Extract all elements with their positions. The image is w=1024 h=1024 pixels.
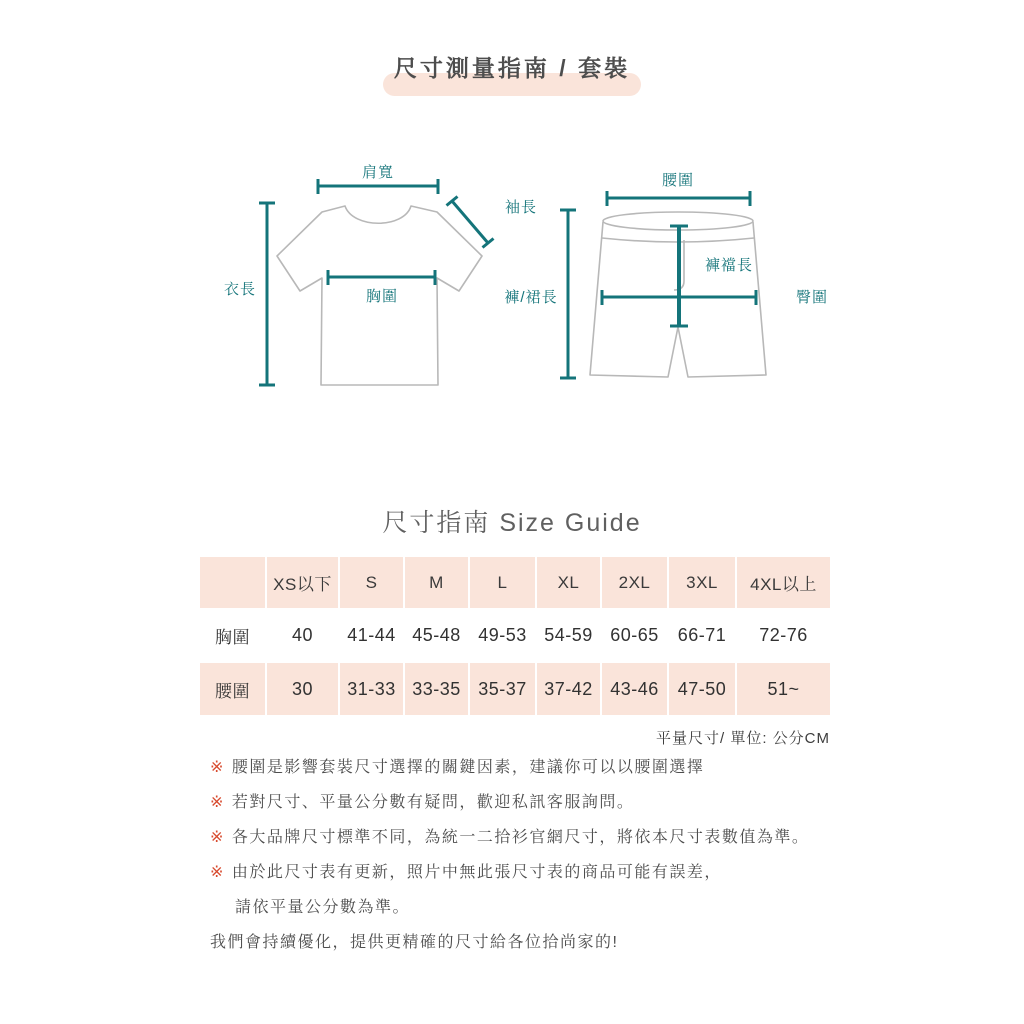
note-text: 由於此尺寸表有更新，照片中無此張尺寸表的商品可能有誤差， (231, 864, 722, 881)
row-label-chest: 胸圍 (200, 610, 265, 661)
size-column-header: M (405, 557, 468, 608)
size-cell: 72-76 (737, 610, 830, 661)
note-text: 若對尺寸、平量公分數有疑問，歡迎私訊客服詢問。 (231, 794, 635, 811)
row-label-waist: 腰圍 (200, 663, 265, 715)
unit-note: 平量尺寸/ 單位: 公分CM (656, 730, 830, 747)
chest-label: 胸圍 (365, 288, 399, 305)
size-column-header: XL (537, 557, 600, 608)
size-cell: 40 (267, 610, 338, 661)
size-column-header: S (340, 557, 403, 608)
note-text: 各大品牌尺寸標準不同，為統一二拾衫官網尺寸，將依本尺寸表數值為準。 (231, 829, 810, 846)
shorts-diagram (504, 172, 828, 378)
hip-label: 臀圍 (795, 289, 829, 306)
size-guide-heading: 尺寸指南 Size Guide (382, 509, 642, 537)
size-column-header: 3XL (669, 557, 735, 608)
size-cell: 30 (267, 663, 338, 715)
size-cell: 60-65 (602, 610, 667, 661)
note-item (210, 827, 850, 849)
size-cell: 51~ (737, 663, 830, 715)
reference-mark-icon: ※ (210, 759, 225, 776)
size-cell: 49-53 (470, 610, 535, 661)
size-cell: 45-48 (405, 610, 468, 661)
length-label: 衣長 (223, 281, 257, 298)
note-text: 腰圍是影響套裝尺寸選擇的關鍵因素，建議你可以以腰圍選擇 (231, 759, 705, 776)
tshirt-diagram (224, 164, 537, 385)
page-title-text: 尺寸測量指南 / 套裝 (393, 55, 631, 81)
crotch-label: 褲襠長 (704, 257, 754, 274)
size-cell: 54-59 (537, 610, 600, 661)
notes-footer: 我們會持續優化，提供更精確的尺寸給各位拾尚家的! (210, 934, 619, 951)
note-item (210, 792, 850, 814)
pant-length-label: 褲/裙長 (504, 289, 558, 306)
reference-mark-icon: ※ (210, 829, 225, 846)
size-table-corner-cell (200, 557, 265, 608)
size-cell: 37-42 (537, 663, 600, 715)
size-table (200, 557, 830, 715)
size-cell: 33-35 (405, 663, 468, 715)
reference-mark-icon: ※ (210, 794, 225, 811)
shoulder-label: 肩寬 (361, 164, 395, 181)
sleeve-measure-line (452, 201, 488, 243)
size-column-header: L (470, 557, 535, 608)
size-cell: 43-46 (602, 663, 667, 715)
page-title (0, 53, 1024, 83)
notes-section (210, 757, 850, 967)
size-column-header: 2XL (602, 557, 667, 608)
reference-mark-icon: ※ (210, 864, 225, 881)
waist-label: 腰圍 (661, 172, 695, 189)
size-cell: 66-71 (669, 610, 735, 661)
note-item (210, 757, 850, 779)
header (0, 0, 1024, 110)
size-cell: 41-44 (340, 610, 403, 661)
size-cell: 47-50 (669, 663, 735, 715)
sleeve-label: 袖長 (504, 199, 538, 216)
note-continuation: 請依平量公分數為準。 (235, 899, 411, 916)
size-cell: 31-33 (340, 663, 403, 715)
measurement-diagram (200, 150, 860, 420)
size-column-header: XS以下 (267, 557, 338, 608)
size-column-header: 4XL以上 (737, 557, 830, 608)
note-item (210, 862, 850, 884)
size-cell: 35-37 (470, 663, 535, 715)
